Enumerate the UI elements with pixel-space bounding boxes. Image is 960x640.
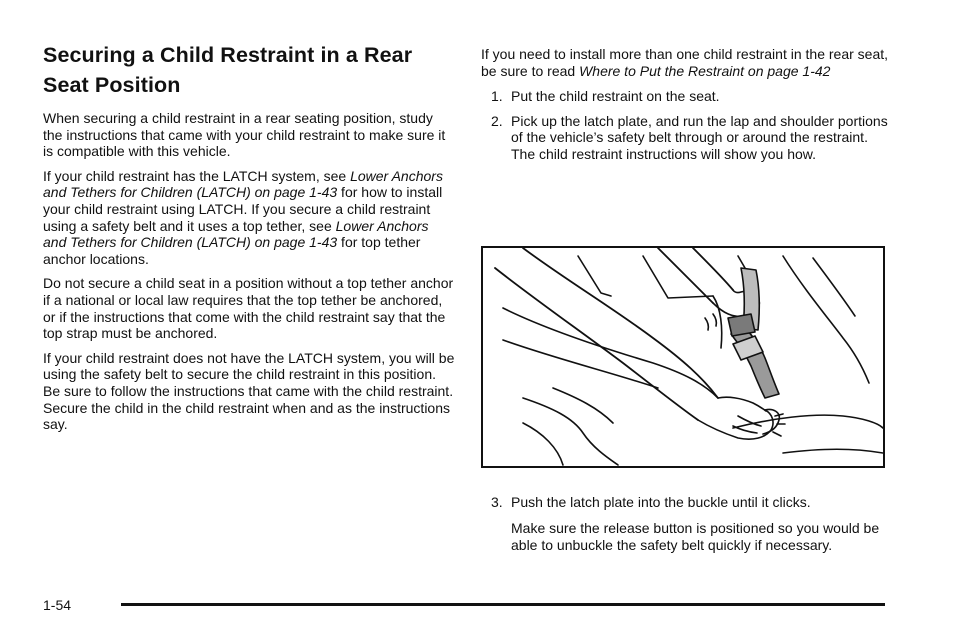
right-column: [481, 46, 891, 171]
paragraph-intro: When securing a child restraint in a rear seating position, study the instructions that came with your child restraint to make sure it is compatible with this vehicle.: [43, 110, 446, 160]
paragraph-no-latch: If your child restraint does not have the LATCH system, you will be using the safety belt to secure the child restraint in this position. Be sure to follow the instructions that came with the child restraint. Secure the child in the child restraint when and as the instructions say.: [43, 349, 455, 433]
latch-reference-link-2[interactable]: Lower Anchors and Tethers for Children (LATCH) on page 1-43: [43, 217, 429, 251]
step-text: Put the child restraint on the seat.: [511, 88, 720, 105]
latch-reference-link-1[interactable]: Lower Anchors and Tethers for Children (LATCH) on page 1-43: [43, 167, 443, 201]
step-3: [481, 494, 891, 519]
step-number: 1.: [491, 88, 503, 105]
release-button-note: Make sure the release button is positioned so you would be able to unbuckle the safety belt quickly if necessary.: [511, 520, 880, 553]
left-column: [43, 40, 455, 441]
step-2: [481, 113, 891, 163]
step-number: 2.: [491, 112, 503, 129]
section-heading: Securing a Child Restraint in a Rear Seat Position: [43, 43, 413, 97]
restraint-location-reference-link[interactable]: Where to Put the Restraint on page 1-42: [579, 62, 831, 79]
latch-text-c: for top tether anchor locations.: [43, 234, 421, 267]
paragraph-latch: [43, 168, 455, 268]
seat-belt-illustration: [481, 246, 885, 468]
step-text: Push the latch plate into the buckle until it clicks.: [511, 494, 811, 510]
intro-text: If you need to install more than one child restraint in the rear seat, be sure to read: [481, 46, 889, 79]
footer-rule: [121, 603, 885, 606]
step-1: [481, 88, 891, 105]
page-number: 1-54: [43, 597, 72, 613]
latch-text-b: for how to install your child restraint using LATCH. If you secure a child restraint using a safety belt and it uses a top tether, see: [43, 184, 443, 234]
paragraph-top-tether: Do not secure a child seat in a position without a top tether anchor if a national or local law requires that the top tether be anchored, or if the instructions that come with the child restraint say that the top strap must be anchored.: [43, 275, 454, 342]
paragraph-multiple-restraints: [481, 46, 891, 79]
latch-text-a: If your child restraint has the LATCH system, see: [43, 167, 351, 184]
step-number: 3.: [491, 494, 503, 510]
step-text: Pick up the latch plate, and run the lap and shoulder portions of the vehicle’s safety belt through or around the restraint. The child restraint instructions will show you how.: [511, 112, 888, 162]
